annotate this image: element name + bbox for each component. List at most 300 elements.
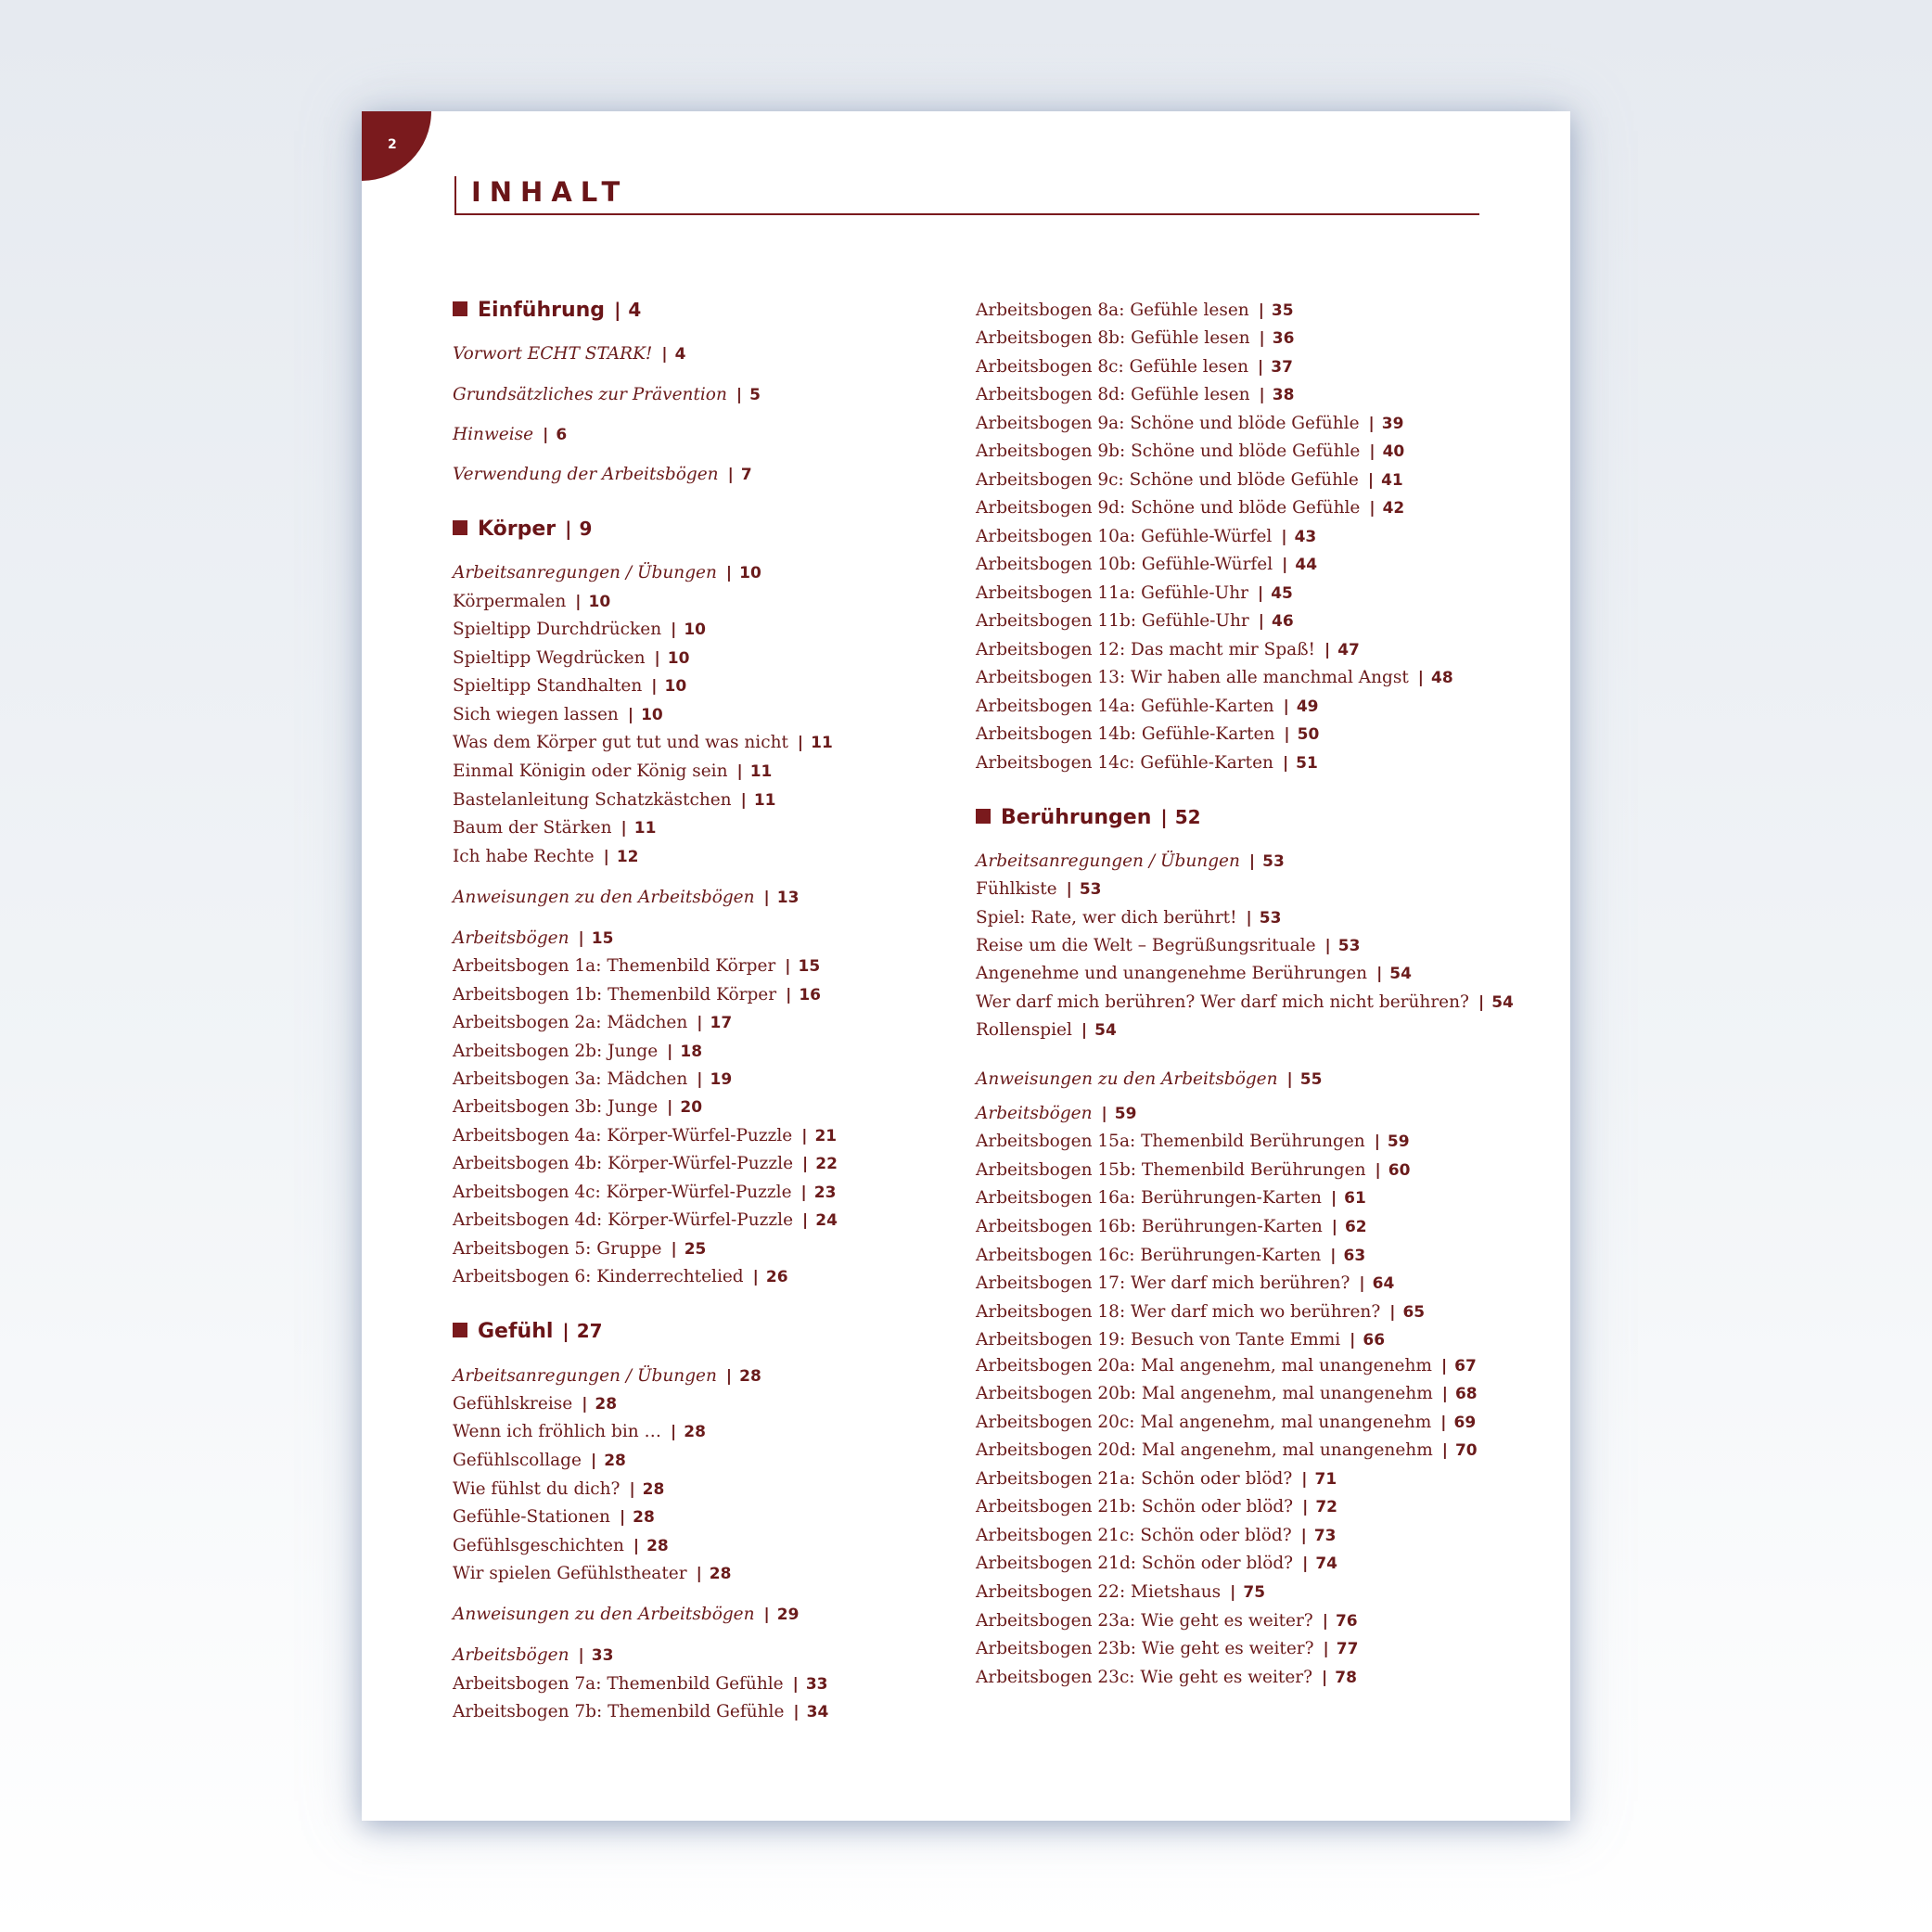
toc-entry [976, 1581, 1265, 1604]
toc-page-number: 42 [1382, 499, 1405, 518]
toc-separator: | [785, 957, 791, 976]
toc-entry-label: Arbeitsbogen 23b: Wie geht es weiter? [976, 1639, 1314, 1658]
toc-separator: | [582, 1395, 588, 1414]
toc-entry-label: Körpermalen [453, 592, 567, 611]
toc-page-number: 77 [1336, 1640, 1359, 1658]
toc-entry [976, 610, 1294, 633]
toc-entry-label: Körper [478, 518, 557, 541]
toc-entry [453, 1450, 626, 1472]
square-bullet-icon [453, 520, 467, 535]
toc-separator: | [1374, 1132, 1380, 1151]
toc-separator: | [627, 706, 634, 724]
toc-separator: | [1257, 584, 1264, 603]
toc-separator: | [1302, 1498, 1309, 1516]
toc-separator: | [629, 1480, 635, 1499]
toc-entry [453, 1478, 664, 1501]
toc-entry [976, 497, 1404, 519]
toc-page-number: 26 [765, 1268, 788, 1286]
toc-page-number: 28 [739, 1367, 761, 1386]
toc-entry-label: Arbeitsbogen 20a: Mal angenehm, mal unangenehm [976, 1356, 1432, 1375]
toc-entry-label: Baum der Stärken [453, 818, 612, 838]
toc-entry [453, 1012, 732, 1034]
toc-entry-label: Anweisungen zu den Arbeitsbögen [453, 888, 755, 907]
toc-page-number: 10 [684, 621, 707, 639]
toc-page-number: 9 [579, 518, 593, 540]
toc-entry [976, 1468, 1337, 1491]
toc-entry [976, 327, 1294, 350]
toc-separator: | [1286, 1070, 1293, 1089]
toc-separator: | [763, 1606, 770, 1624]
toc-entry-label: Angenehme und unangenehme Berührungen [976, 964, 1368, 983]
toc-entry [976, 1412, 1476, 1434]
toc-page-number: 23 [813, 1184, 837, 1202]
toc-separator: | [1331, 1218, 1337, 1236]
toc-separator: | [671, 621, 677, 639]
toc-entry [453, 647, 689, 670]
toc-page-number: 71 [1314, 1470, 1337, 1489]
toc-entry [976, 907, 1281, 929]
toc-entry [453, 1096, 702, 1119]
toc-page-number: 35 [1271, 301, 1294, 320]
toc-page-number: 53 [1262, 852, 1285, 871]
toc-entry-label: Arbeitsbogen 16c: Berührungen-Karten [976, 1246, 1322, 1265]
toc-entry [453, 887, 799, 909]
toc-entry [976, 1245, 1365, 1267]
toc-page-number: 64 [1372, 1274, 1395, 1293]
toc-entry [453, 928, 613, 950]
toc-page-number: 59 [1387, 1132, 1410, 1151]
toc-page-number: 27 [576, 1320, 603, 1342]
toc-separator: | [1375, 1161, 1381, 1180]
toc-entry-label: Verwendung der Arbeitsbögen [453, 465, 719, 484]
toc-entry-label: Arbeitsbogen 20b: Mal angenehm, mal unangenehm [976, 1384, 1433, 1403]
toc-entry-label: Arbeitsbogen 20c: Mal angenehm, mal unangenehm [976, 1413, 1432, 1432]
toc-separator: | [786, 986, 792, 1004]
toc-separator: | [1440, 1414, 1447, 1432]
toc-page-number: 54 [1491, 993, 1514, 1012]
toc-page-number: 61 [1344, 1189, 1366, 1208]
toc-entry-label: Arbeitsbogen 15a: Themenbild Berührungen [976, 1132, 1365, 1151]
toc-entry [453, 955, 820, 978]
toc-entry [976, 1329, 1385, 1351]
toc-entry-label: Arbeitsbogen 21b: Schön oder blöd? [976, 1497, 1294, 1516]
toc-entry [453, 343, 685, 365]
toc-separator: | [1324, 937, 1331, 955]
toc-separator: | [725, 564, 733, 582]
toc-separator: | [1376, 965, 1383, 983]
toc-entry-label: Arbeitsbogen 16a: Berührungen-Karten [976, 1188, 1322, 1208]
toc-entry [976, 1273, 1394, 1295]
toc-separator: | [1323, 1640, 1329, 1658]
toc-separator: | [654, 649, 660, 668]
toc-entry [976, 935, 1360, 957]
toc-entry-label: Gefühl [478, 1320, 554, 1343]
toc-entry [976, 300, 1294, 322]
toc-separator: | [619, 1508, 626, 1527]
toc-separator: | [1478, 993, 1485, 1012]
toc-page-number: 16 [799, 986, 821, 1004]
toc-entry [976, 1638, 1358, 1660]
square-bullet-icon [453, 301, 467, 316]
toc-entry-label: Arbeitsbogen 9d: Schöne und blöde Gefühle [976, 498, 1361, 518]
toc-entry-label: Arbeitsbogen 9b: Schöne und blöde Gefühle [976, 441, 1361, 461]
toc-page-number: 10 [588, 593, 611, 611]
toc-separator: | [578, 1646, 584, 1665]
toc-entry-label: Spieltipp Durchdrücken [453, 620, 662, 639]
toc-page-number: 54 [1389, 965, 1412, 983]
toc-separator: | [802, 1211, 809, 1230]
toc-page-number: 20 [680, 1098, 703, 1117]
toc-entry-label: Arbeitsbogen 10b: Gefühle-Würfel [976, 555, 1273, 574]
toc-entry-label: Spiel: Rate, wer dich berührt! [976, 908, 1237, 928]
toc-page-number: 28 [709, 1565, 732, 1583]
toc-entry [976, 1383, 1478, 1405]
toc-entry-label: Arbeitsbogen 14a: Gefühle-Karten [976, 697, 1274, 716]
toc-separator: | [578, 929, 584, 948]
toc-section-heading [453, 1320, 603, 1343]
toc-page-number: 65 [1402, 1303, 1426, 1322]
toc-entry [453, 732, 833, 754]
toc-entry [453, 675, 686, 697]
toc-page-number: 40 [1382, 442, 1405, 461]
toc-entry-label: Gefühlsgeschichten [453, 1536, 624, 1555]
toc-entry [976, 1159, 1410, 1182]
toc-entry-label: Arbeitsbogen 14c: Gefühle-Karten [976, 753, 1273, 773]
toc-entry [976, 696, 1319, 718]
toc-separator: | [1282, 754, 1289, 773]
toc-entry-label: Arbeitsbogen 4c: Körper-Würfel-Puzzle [453, 1183, 792, 1202]
toc-separator: | [801, 1127, 808, 1145]
toc-entry-label: Hinweise [453, 425, 534, 444]
toc-separator: | [1441, 1441, 1448, 1460]
toc-entry-label: Vorwort ECHT STARK! [453, 344, 653, 364]
toc-entry [976, 851, 1285, 873]
toc-page-number: 10 [739, 564, 761, 582]
toc-separator: | [1301, 1470, 1308, 1489]
toc-page-number: 12 [616, 848, 639, 866]
toc-entry-label: Arbeitsbogen 3b: Junge [453, 1097, 659, 1117]
toc-entry-label: Arbeitsbogen 5: Gruppe [453, 1239, 662, 1259]
toc-entry-label: Arbeitsbogen 3a: Mädchen [453, 1069, 688, 1089]
toc-page-number: 11 [633, 819, 657, 838]
toc-page-number: 41 [1381, 471, 1403, 490]
toc-entry-label: Arbeitsbogen 10a: Gefühle-Würfel [976, 527, 1273, 546]
toc-entry-label: Rollenspiel [976, 1020, 1072, 1040]
toc-entry-label: Spieltipp Wegdrücken [453, 648, 646, 668]
toc-entry-label: Arbeitsbogen 7a: Themenbild Gefühle [453, 1674, 784, 1694]
toc-separator: | [1417, 669, 1425, 687]
toc-entry [976, 1496, 1337, 1518]
toc-separator: | [1258, 612, 1264, 631]
toc-separator: | [793, 1703, 800, 1721]
toc-entry-label: Grundsätzliches zur Prävention [453, 385, 727, 404]
toc-entry-label: Wir spielen Gefühlstheater [453, 1564, 687, 1583]
toc-entry-label: Arbeitsbogen 22: Mietshaus [976, 1582, 1222, 1602]
toc-entry-label: Arbeitsbogen 21c: Schön oder blöd? [976, 1526, 1292, 1545]
toc-separator: | [1258, 301, 1264, 320]
toc-page-number: 28 [595, 1395, 618, 1414]
toc-entry [976, 1103, 1136, 1125]
toc-entry [453, 761, 772, 783]
toc-page-number: 24 [815, 1211, 838, 1230]
toc-separator: | [752, 1268, 759, 1286]
toc-entry-label: Arbeitsbogen 21a: Schön oder blöd? [976, 1469, 1293, 1489]
toc-entry [976, 752, 1318, 774]
toc-separator: | [1259, 386, 1265, 404]
toc-entry-label: Bastelanleitung Schatzkästchen [453, 790, 732, 810]
toc-page-number: 28 [633, 1508, 655, 1527]
toc-page-number: 69 [1453, 1414, 1477, 1432]
toc-entry [453, 1266, 788, 1288]
toc-entry [976, 1301, 1425, 1324]
toc-entry [453, 1041, 702, 1063]
toc-page-number: 28 [642, 1480, 665, 1499]
toc-entry [976, 639, 1360, 661]
toc-page-number: 10 [664, 677, 687, 696]
toc-page-number: 73 [1313, 1527, 1337, 1545]
toc-entry-label: Arbeitsbögen [976, 1104, 1093, 1123]
toc-section-heading [976, 806, 1201, 829]
toc-entry [453, 1393, 617, 1415]
toc-page-number: 67 [1454, 1357, 1477, 1375]
toc-entry [453, 704, 663, 726]
toc-page-number: 21 [814, 1127, 838, 1145]
toc-page-number: 7 [740, 466, 752, 484]
toc-separator: | [614, 299, 621, 321]
toc-separator: | [1350, 1331, 1356, 1350]
toc-page-number: 52 [1174, 806, 1201, 828]
toc-page-number: 76 [1335, 1612, 1358, 1631]
toc-page-number: 18 [680, 1043, 703, 1061]
toc-page-number: 37 [1271, 358, 1293, 377]
toc-entry-label: Arbeitsbogen 14b: Gefühle-Karten [976, 724, 1275, 744]
toc-separator: | [1246, 909, 1252, 928]
toc-entry-label: Arbeitsbogen 4d: Körper-Würfel-Puzzle [453, 1210, 794, 1230]
toc-separator: | [1282, 556, 1288, 574]
toc-page-number: 48 [1431, 669, 1453, 687]
toc-entry-label: Wenn ich fröhlich bin … [453, 1422, 662, 1441]
toc-separator: | [740, 791, 747, 810]
toc-entry [453, 1153, 838, 1175]
toc-page-number: 13 [776, 889, 800, 907]
toc-entry-label: Reise um die Welt – Begrüßungsrituale [976, 936, 1316, 955]
toc-entry-label: Arbeitsanregungen / Übungen [976, 851, 1240, 871]
toc-separator: | [565, 518, 572, 540]
toc-page-number: 29 [776, 1606, 800, 1624]
toc-entry-label: Arbeitsbogen 9a: Schöne und blöde Gefühle [976, 414, 1360, 433]
toc-page-number: 74 [1315, 1555, 1337, 1573]
toc-entry [976, 878, 1101, 901]
toc-page-number: 10 [667, 649, 690, 668]
toc-separator: | [667, 1043, 673, 1061]
toc-page-number: 5 [749, 386, 761, 404]
toc-entry [453, 984, 821, 1006]
toc-page-number: 15 [591, 929, 614, 948]
toc-entry [453, 1644, 613, 1667]
toc-entry [976, 554, 1317, 576]
toc-separator: | [1389, 1303, 1396, 1322]
toc-separator: | [671, 1423, 677, 1441]
toc-page-number: 36 [1272, 329, 1295, 348]
toc-page-number: 53 [1079, 880, 1102, 899]
toc-entry [453, 1701, 828, 1723]
toc-page-number: 33 [591, 1646, 614, 1665]
toc-page-number: 46 [1272, 612, 1294, 631]
toc-page-number: 11 [749, 762, 773, 781]
toc-entry [453, 1068, 732, 1091]
toc-separator: | [575, 593, 582, 611]
toc-page-number: 49 [1296, 697, 1319, 716]
toc-entry [453, 424, 567, 446]
toc-separator: | [661, 345, 668, 364]
toc-entry [976, 667, 1453, 689]
toc-section-heading [453, 518, 592, 541]
toc-entry-label: Arbeitsbogen 11a: Gefühle-Uhr [976, 583, 1248, 603]
toc-page-number: 33 [805, 1675, 828, 1694]
toc-separator: | [1441, 1385, 1448, 1403]
toc-entry [976, 356, 1293, 378]
toc-page-number: 34 [806, 1703, 829, 1721]
toc-separator: | [802, 1155, 809, 1173]
toc-page-number: 66 [1363, 1331, 1386, 1350]
toc-page-number: 28 [684, 1423, 706, 1441]
toc-page-number: 62 [1344, 1218, 1367, 1236]
toc-entry-label: Arbeitsbogen 8c: Gefühle lesen [976, 357, 1249, 377]
toc-page-number: 59 [1114, 1105, 1137, 1123]
toc-entry [453, 619, 706, 641]
toc-page-number: 22 [815, 1155, 838, 1173]
toc-separator: | [1440, 1357, 1448, 1375]
toc-entry-label: Arbeitsbogen 1b: Themenbild Körper [453, 985, 777, 1004]
toc-page-number: 38 [1272, 386, 1295, 404]
toc-entry [453, 1182, 836, 1204]
toc-separator: | [736, 762, 743, 781]
toc-entry-label: Gefühlscollage [453, 1451, 582, 1470]
toc-entry-label: Berührungen [1001, 806, 1152, 829]
toc-entry-label: Ich habe Rechte [453, 847, 595, 866]
toc-page-number: 54 [1094, 1021, 1117, 1040]
page-corner-tab [362, 111, 431, 181]
toc-separator: | [1300, 1527, 1307, 1545]
toc-entry-label: Arbeitsbogen 15b: Themenbild Berührungen [976, 1160, 1366, 1180]
toc-page-number: 43 [1294, 528, 1317, 546]
toc-separator: | [1284, 725, 1290, 744]
toc-entry-label: Wer darf mich berühren? Wer darf mich nicht berühren? [976, 992, 1469, 1012]
toc-entry-label: Arbeitsbogen 9c: Schöne und blöde Gefühle [976, 470, 1359, 490]
toc-separator: | [736, 386, 743, 404]
toc-entry-label: Arbeitsbogen 18: Wer darf mich wo berühren? [976, 1302, 1381, 1322]
toc-separator: | [1081, 1021, 1088, 1040]
toc-page-number: 6 [556, 426, 568, 444]
toc-page-number: 51 [1296, 754, 1318, 773]
toc-section-heading [453, 299, 641, 322]
toc-entry [453, 562, 761, 584]
toc-entry [453, 591, 610, 613]
toc-entry [453, 1604, 799, 1626]
toc-separator: | [725, 1367, 733, 1386]
toc-entry-label: Spieltipp Standhalten [453, 676, 643, 696]
toc-header [454, 176, 1479, 215]
toc-entry-label: Arbeitsbogen 16b: Berührungen-Karten [976, 1217, 1323, 1236]
toc-entry-label: Arbeitsanregungen / Übungen [453, 1366, 717, 1386]
toc-entry [976, 469, 1403, 492]
toc-entry [976, 1019, 1117, 1042]
toc-entry-label: Arbeitsbögen [453, 1645, 569, 1665]
toc-separator: | [1160, 806, 1168, 828]
toc-entry [976, 963, 1412, 985]
toc-page-number: 68 [1454, 1385, 1478, 1403]
toc-page-number: 25 [684, 1240, 707, 1259]
toc-page-number: 78 [1335, 1669, 1357, 1687]
toc-separator: | [792, 1675, 799, 1694]
toc-entry-label: Arbeitsbogen 4a: Körper-Würfel-Puzzle [453, 1126, 793, 1145]
toc-page-number: 72 [1315, 1498, 1337, 1516]
toc-entry-label: Anweisungen zu den Arbeitsbögen [453, 1605, 755, 1624]
toc-entry [453, 817, 656, 839]
toc-entry-label: Arbeitsbogen 12: Das macht mir Spaß! [976, 640, 1315, 659]
toc-page-number: 4 [674, 345, 686, 364]
toc-entry-label: Arbeitsbogen 8d: Gefühle lesen [976, 385, 1250, 404]
toc-separator: | [671, 1240, 677, 1259]
toc-entry [976, 1553, 1337, 1575]
square-bullet-icon [453, 1323, 467, 1337]
toc-page-number: 44 [1295, 556, 1318, 574]
toc-separator: | [562, 1320, 569, 1342]
toc-separator: | [543, 426, 549, 444]
toc-separator: | [1359, 1274, 1365, 1293]
toc-separator: | [667, 1098, 673, 1117]
toc-page-number: 63 [1343, 1247, 1366, 1265]
toc-entry-label: Arbeitsanregungen / Übungen [453, 563, 717, 582]
toc-entry-label: Anweisungen zu den Arbeitsbögen [976, 1069, 1278, 1089]
toc-entry-label: Arbeitsbogen 2a: Mädchen [453, 1013, 688, 1032]
toc-separator: | [1281, 528, 1287, 546]
toc-separator: | [1369, 442, 1375, 461]
toc-separator: | [1259, 329, 1265, 348]
toc-separator: | [1283, 697, 1289, 716]
toc-page-number: 47 [1337, 641, 1360, 659]
toc-entry [976, 1610, 1358, 1632]
toc-entry [453, 384, 761, 406]
toc-page-number: 19 [710, 1070, 733, 1089]
toc-entry-label: Arbeitsbogen 21d: Schön oder blöd? [976, 1554, 1294, 1573]
toc-entry [976, 1068, 1322, 1091]
toc-entry-label: Arbeitsbogen 6: Kinderrechtelied [453, 1267, 744, 1286]
toc-entry-label: Arbeitsbogen 23c: Wie geht es weiter? [976, 1668, 1313, 1687]
toc-separator: | [727, 466, 734, 484]
toc-page-number: 45 [1271, 584, 1293, 603]
page-number: 2 [388, 137, 397, 152]
toc-separator: | [1066, 880, 1072, 899]
toc-entry [453, 1563, 731, 1585]
toc-entry [453, 1365, 761, 1388]
toc-page-number: 53 [1259, 909, 1282, 928]
toc-entry [453, 1506, 655, 1529]
toc-separator: | [1330, 1247, 1337, 1265]
toc-entry-label: Gefühlskreise [453, 1394, 573, 1414]
toc-separator: | [800, 1184, 807, 1202]
toc-entry-label: Arbeitsbogen 4b: Körper-Würfel-Puzzle [453, 1154, 794, 1173]
toc-separator: | [1230, 1583, 1236, 1602]
toc-entry [976, 723, 1319, 746]
toc-separator: | [1324, 641, 1331, 659]
toc-separator: | [590, 1452, 597, 1470]
toc-entry [453, 1535, 669, 1557]
toc-separator: | [651, 677, 658, 696]
toc-entry-label: Arbeitsbogen 8b: Gefühle lesen [976, 328, 1250, 348]
toc-page-number: 17 [710, 1014, 733, 1032]
toc-page-number: 75 [1243, 1583, 1266, 1602]
